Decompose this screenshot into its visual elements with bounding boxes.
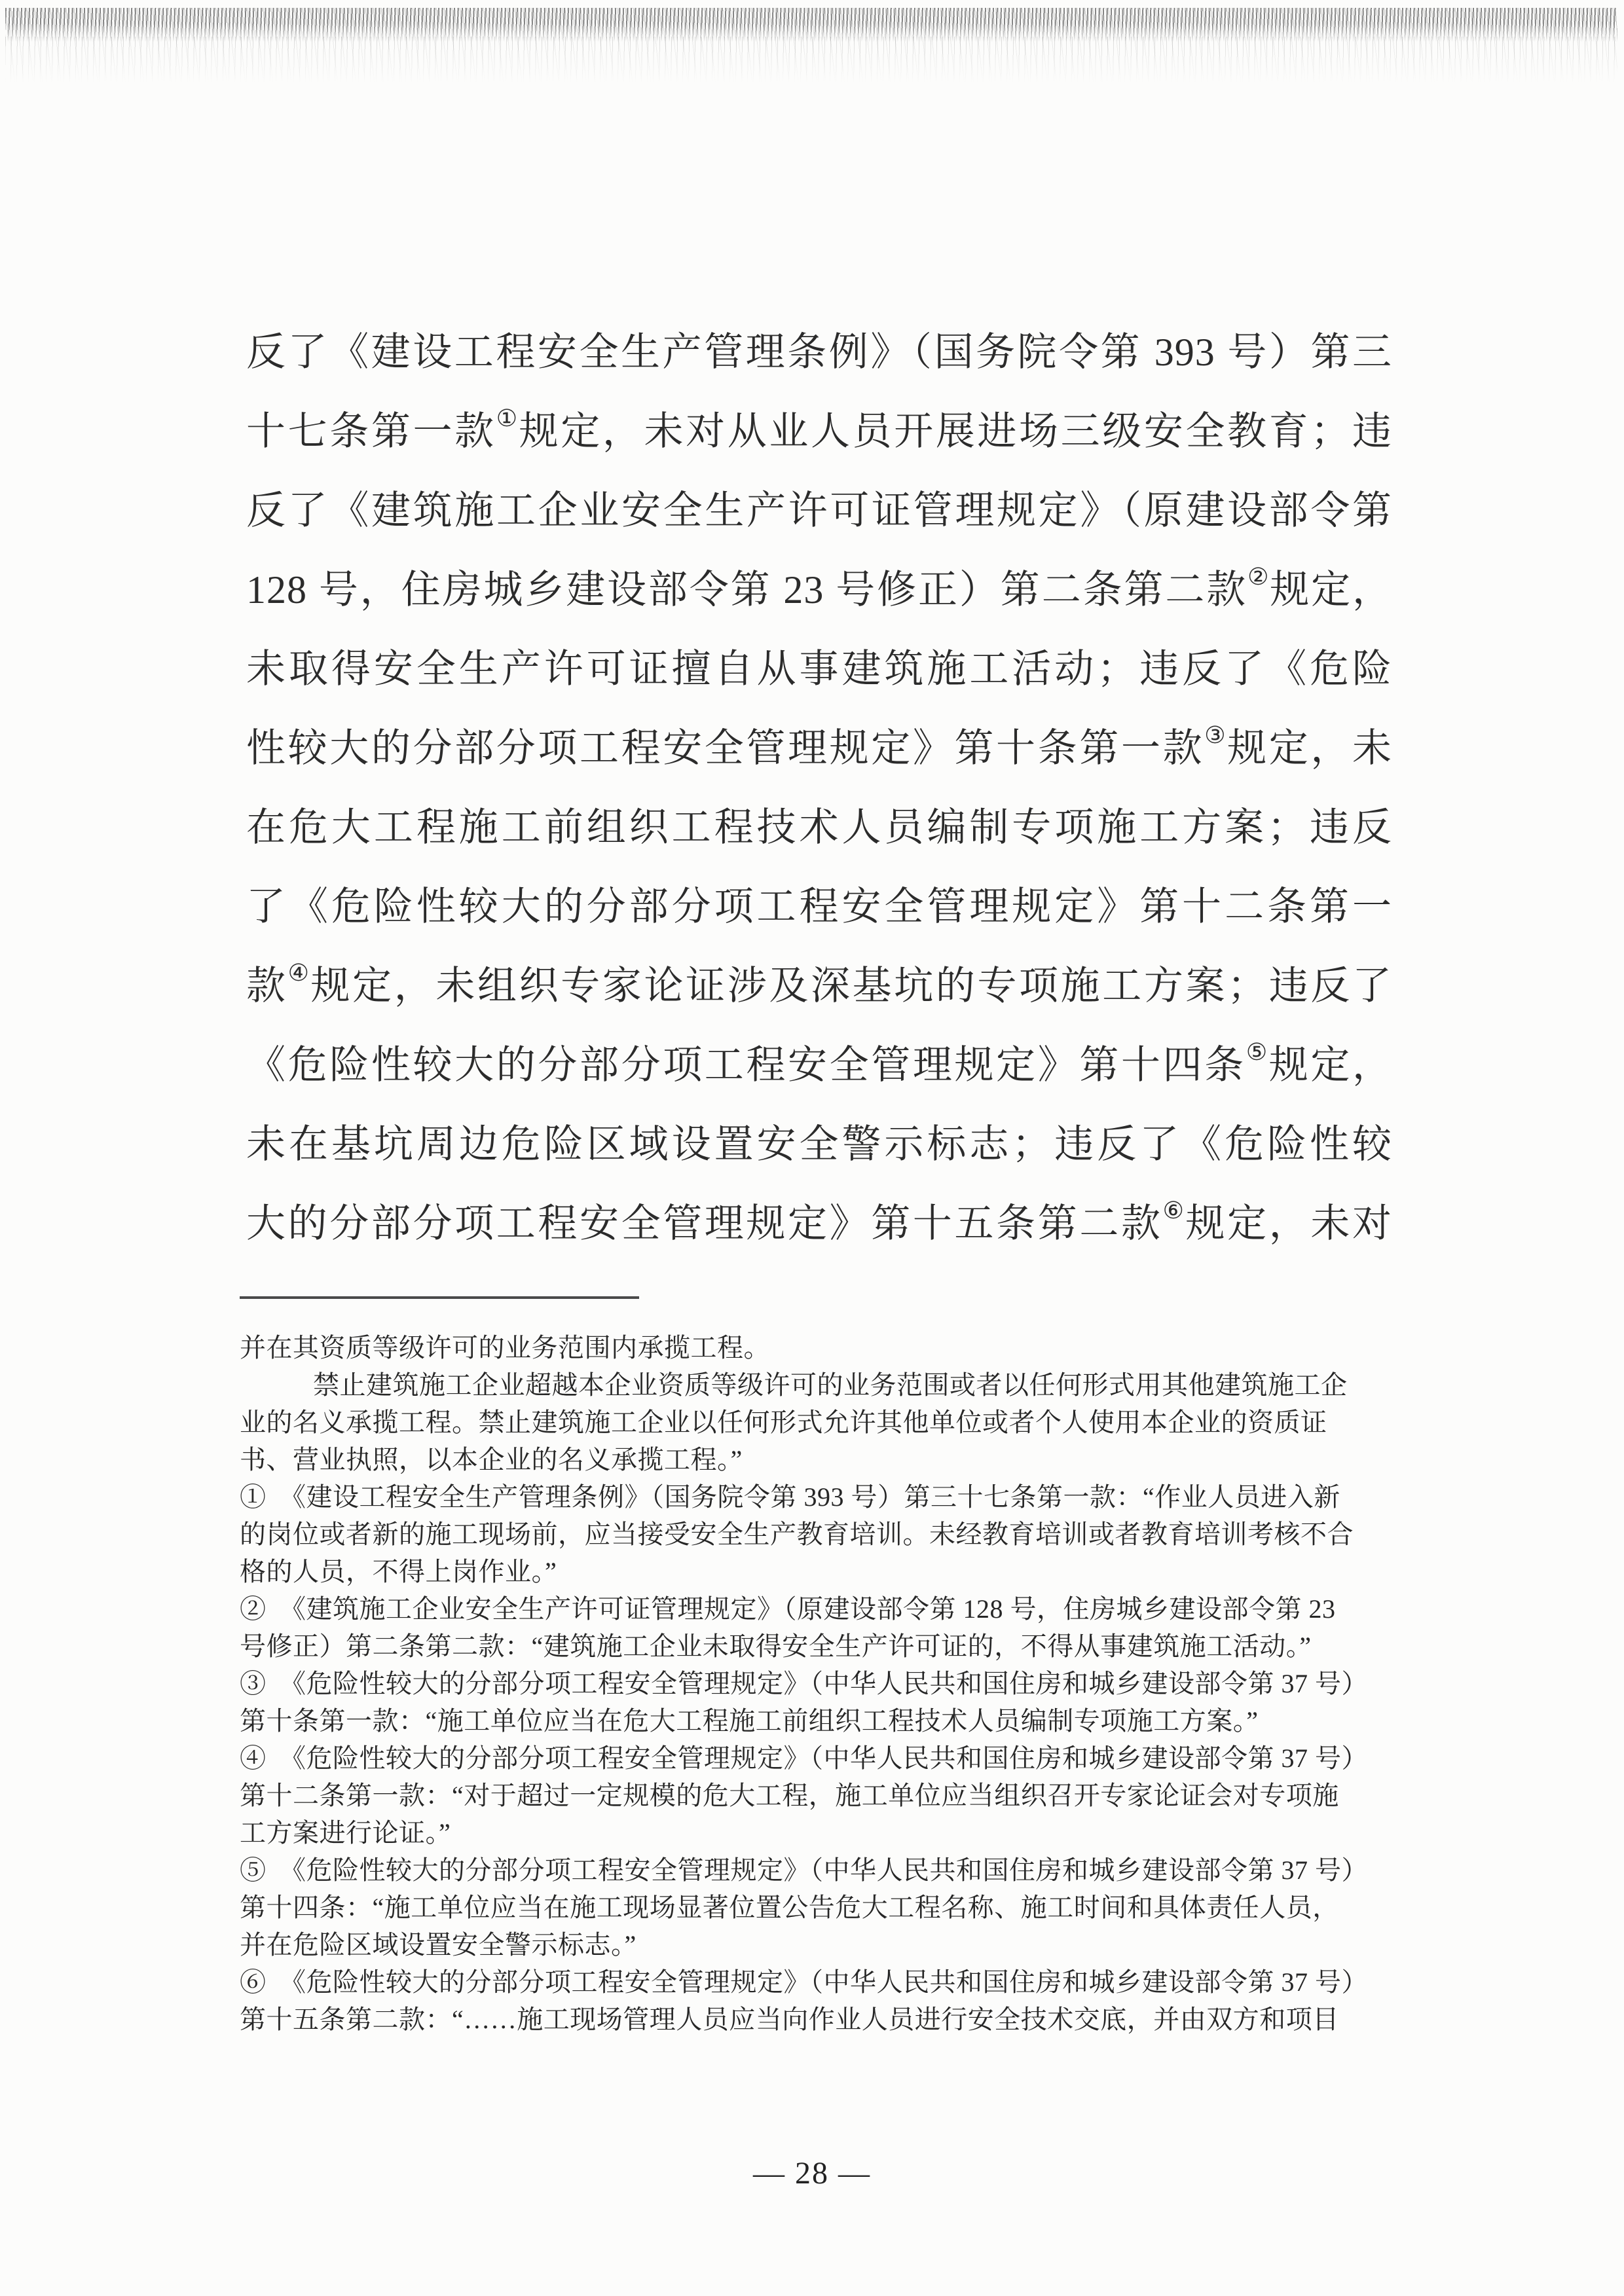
footnote-marker: ④	[287, 960, 311, 986]
footnote-line: ① 《建设工程安全生产管理条例》（国务院令第 393 号）第三十七条第一款：“作业人员进入新	[240, 1482, 1340, 1512]
footnote-line: 第十四条：“施工单位应当在施工现场显著位置公告危大工程名称、施工时间和具体责任人员，	[240, 1893, 1339, 1922]
body-text-line: 在危大工程施工前组织工程技术人员编制专项施工方案；违反	[246, 806, 1392, 849]
body-text-line: 《危险性较大的分部分项工程安全管理规定》第十四条⑤规定，	[246, 1039, 1393, 1087]
footnote-line: 号修正）第二条第二款：“建筑施工企业未取得安全生产许可证的，不得从事建筑施工活动。”	[240, 1631, 1312, 1661]
body-text-line: 款④规定，未组织专家论证涉及深基坑的专项施工方案；违反了	[246, 960, 1393, 1008]
footnote-line: 第十五条第二款：“……施工现场管理人员应当向作业人员进行安全技术交底，并由双方和项目	[240, 2005, 1339, 2034]
footnote-marker: ⑥	[1162, 1197, 1186, 1224]
body-text	[246, 313, 1392, 1264]
footnote-line: ⑥ 《危险性较大的分部分项工程安全管理规定》（中华人民共和国住房和城乡建设部令第 37 号）	[240, 1967, 1368, 1997]
footnote-line: 书、营业执照，以本企业的名义承揽工程。”	[240, 1445, 743, 1474]
body-text-line: 十七条第一款①规定，未对从业人员开展进场三级安全教育；违	[246, 405, 1393, 453]
body-text-line: 大的分部分项工程安全管理规定》第十五条第二款⑥规定，未对	[246, 1197, 1393, 1245]
footnote-line: 禁止建筑施工企业超越本企业资质等级许可的业务范围或者以任何形式用其他建筑施工企	[313, 1370, 1348, 1400]
footnote-line: ④ 《危险性较大的分部分项工程安全管理规定》（中华人民共和国住房和城乡建设部令第 37 号）	[240, 1743, 1368, 1773]
footnote-line: 第十条第一款：“施工单位应当在危大工程施工前组织工程技术人员编制专项施工方案。”	[240, 1706, 1259, 1736]
scan-noise-band-faint	[5, 37, 1617, 82]
body-text-line: 反了《建筑施工企业安全生产许可证管理规定》（原建设部令第	[246, 489, 1392, 532]
body-text-line: 反了《建设工程安全生产管理条例》（国务院令第 393 号）第三	[246, 331, 1392, 374]
footnote-marker: ③	[1204, 722, 1228, 748]
footnote-line: 工方案进行论证。”	[240, 1818, 451, 1848]
footnote-line: ③ 《危险性较大的分部分项工程安全管理规定》（中华人民共和国住房和城乡建设部令第 37 号）	[240, 1669, 1368, 1698]
footnote-line: 格的人员，不得上岗作业。”	[240, 1557, 557, 1586]
body-text-line: 128 号，住房城乡建设部令第 23 号修正）第二条第二款②规定，	[246, 564, 1393, 611]
footnote-line: 的岗位或者新的施工现场前，应当接受安全生产教育培训。未经教育培训或者教育培训考核不合	[240, 1520, 1354, 1549]
footnote-separator	[240, 1296, 639, 1299]
footnote-marker: ⑤	[1246, 1039, 1269, 1065]
footnote-marker: ②	[1247, 564, 1270, 590]
footnote-line: ② 《建筑施工企业安全生产许可证管理规定》（原建设部令第 128 号，住房城乡建设部令第 23	[240, 1594, 1336, 1624]
body-text-line: 未取得安全生产许可证擅自从事建筑施工活动；违反了《危险	[246, 647, 1392, 691]
page-number: — 28 —	[753, 2156, 871, 2191]
body-text-line: 了《危险性较大的分部分项工程安全管理规定》第十二条第一	[246, 885, 1392, 928]
footnote-marker: ①	[496, 405, 519, 431]
footnote-line: 并在危险区域设置安全警示标志。”	[240, 1930, 637, 1959]
footnote-line: 第十二条第一款：“对于超过一定规模的危大工程，施工单位应当组织召开专家论证会对专项施	[240, 1781, 1339, 1810]
footnote-line: ⑤ 《危险性较大的分部分项工程安全管理规定》（中华人民共和国住房和城乡建设部令第 37 号）	[240, 1855, 1368, 1885]
footnotes	[240, 1329, 1400, 2038]
footnote-line: 并在其资质等级许可的业务范围内承揽工程。	[240, 1333, 770, 1362]
body-text-line: 性较大的分部分项工程安全管理规定》第十条第一款③规定，未	[246, 722, 1393, 770]
footnote-line: 业的名义承揽工程。禁止建筑施工企业以任何形式允许其他单位或者个人使用本企业的资质证	[240, 1408, 1327, 1437]
body-text-line: 未在基坑周边危险区域设置安全警示标志；违反了《危险性较	[246, 1123, 1392, 1166]
